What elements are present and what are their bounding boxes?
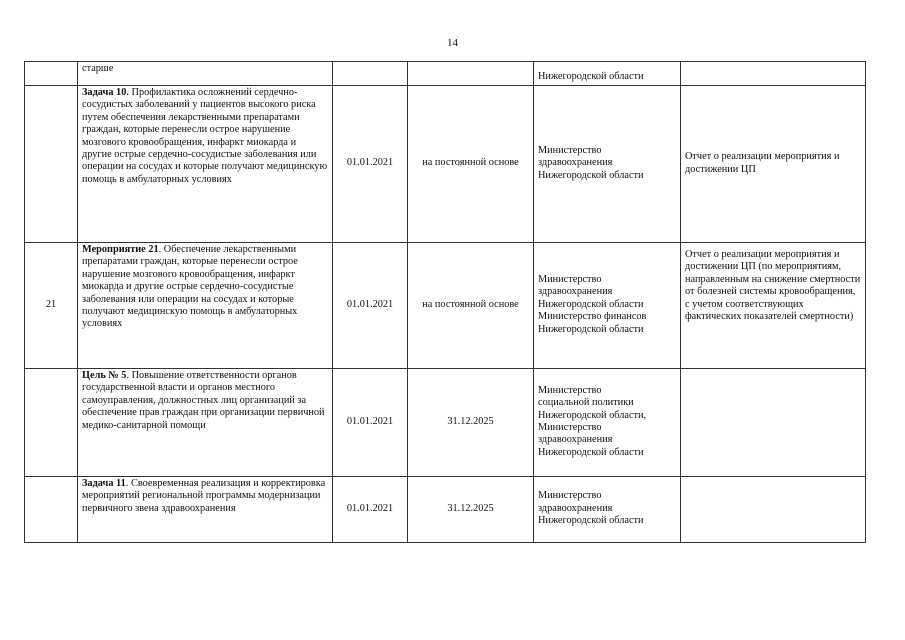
row-number [25, 62, 78, 86]
activity-text: . Обеспечение лекарственными препаратами граждан, которые перенесли острое нарушение мозгового кровообращения, инфаркт миокарда и другие острые сердечно-сосудистые заболевания или операции на сосудах и которые получают медицинскую помощь в амбулаторных условиях [82, 244, 298, 330]
start-date: 01.01.2021 [333, 477, 408, 543]
start-date: 01.01.2021 [333, 243, 408, 369]
executor-line: здравоохранения [538, 286, 613, 298]
executor-line: Нижегородской области, [538, 409, 647, 421]
result-cell: Отчет о реализации мероприятия и достижении ЦП (по мероприятиям, направленным на снижение смертности от болезней системы кровообращения, с учетом соответствующих фактических показателей смертности) [681, 243, 866, 369]
start-date: 01.01.2021 [333, 369, 408, 477]
end-term: 31.12.2025 [408, 477, 534, 543]
table-row [25, 477, 866, 543]
result-cell: Отчет о реализации мероприятия и достижении ЦП [681, 86, 866, 243]
table-row [25, 86, 866, 243]
executor-line: Министерство [538, 422, 602, 433]
plan-table [24, 61, 866, 543]
result-cell [681, 477, 866, 543]
executor-line: Министерство [538, 490, 602, 502]
executor-line: здравоохранения [538, 434, 613, 446]
executors-cell [534, 62, 681, 86]
executor-line: Нижегородской области [538, 323, 644, 335]
table-row [25, 243, 866, 369]
table-row [25, 62, 866, 86]
end-term [408, 62, 534, 86]
executor-line: Министерство [538, 384, 602, 396]
executor-line: здравоохранения [538, 502, 613, 514]
executor-line: Нижегородской области [538, 298, 644, 310]
result-cell [681, 62, 866, 86]
executor-line: Нижегородской области [538, 169, 644, 181]
executor-line: Нижегородской области [538, 70, 644, 82]
result-cell [681, 369, 866, 477]
executors-cell [534, 477, 681, 543]
activity-text: . Своевременная реализация и корректировка мероприятий региональной программы модернизации первичного звена здравоохранения [82, 478, 326, 514]
activity-cell [78, 62, 333, 86]
executor-line: здравоохранения [538, 157, 613, 169]
executor-line: Министерство [538, 144, 602, 156]
activity-title: Мероприятие 21 [82, 244, 159, 255]
end-term: на постоянной основе [408, 86, 534, 243]
row-number: 21 [25, 243, 78, 369]
page-number: 14 [447, 37, 458, 49]
executor-line: социальной политики [538, 397, 634, 409]
row-number [25, 86, 78, 243]
executor-line: Нижегородской области [538, 446, 644, 458]
executors-cell [534, 243, 681, 369]
activity-title: Задача 11 [82, 478, 126, 489]
start-date [333, 62, 408, 86]
end-term: на постоянной основе [408, 243, 534, 369]
activity-cell [78, 243, 333, 369]
activity-title: Задача 10 [82, 87, 127, 98]
activity-cell [78, 86, 333, 243]
activity-cell [78, 369, 333, 477]
activity-cell [78, 477, 333, 543]
row-number [25, 369, 78, 477]
activity-title: Цель № 5 [82, 370, 127, 381]
table-row [25, 369, 866, 477]
row-number [25, 477, 78, 543]
executors-cell [534, 86, 681, 243]
executor-line: Министерство финансов [538, 311, 647, 323]
executor-line: Нижегородской области [538, 515, 644, 527]
executor-line: Министерство [538, 273, 602, 285]
activity-text: . Профилактика осложнений сердечно-сосудистых заболеваний у пациентов высокого риска путем обеспечения лекарственными препаратами граждан, которые перенесли острое нарушение мозгового кровообращения, инфаркт миокарда и другие острые сердечно-сосудистые заболевания или операции на сосудах и которые получают медицинскую помощь в амбулаторных условиях [82, 87, 328, 185]
end-term: 31.12.2025 [408, 369, 534, 477]
start-date: 01.01.2021 [333, 86, 408, 243]
activity-text: старше [82, 63, 114, 74]
executors-cell [534, 369, 681, 477]
activity-text: . Повышение ответственности органов государственной власти и органов местного самоуправления, должностных лиц организаций за обеспечение прав граждан при организации первичной медико-санитарной помощи [82, 370, 325, 431]
